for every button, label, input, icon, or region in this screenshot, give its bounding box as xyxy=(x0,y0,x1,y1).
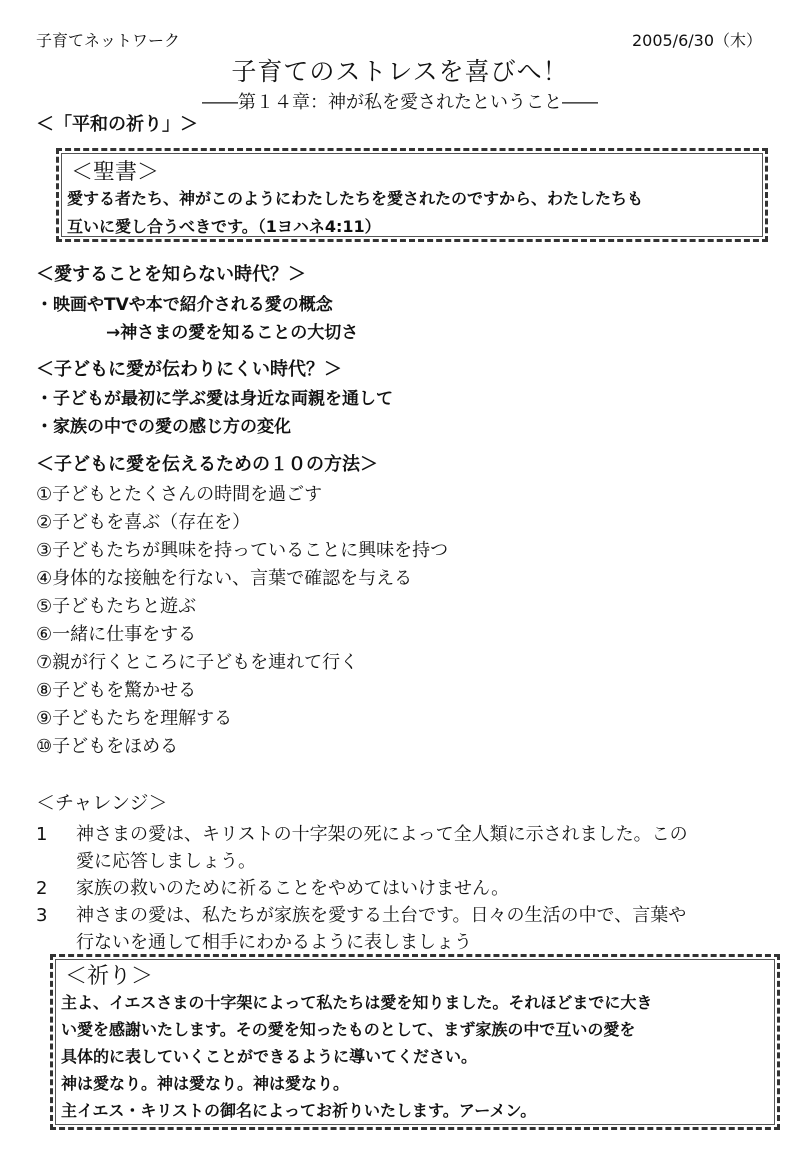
heiwa-heading: ＜「平和の祈り」＞ xyxy=(36,114,198,135)
bible-line-2: 互いに愛し合うべきです。（1ヨハネ4:11） xyxy=(67,217,381,236)
organization-name: 子育てネットワーク xyxy=(36,31,181,50)
method-item: ⑥一緒に仕事をする xyxy=(36,624,197,645)
page-subtitle: ――第１４章：神が私を愛されたということ―― xyxy=(202,92,598,113)
section3-heading: ＜子どもに愛を伝えるための１０の方法＞ xyxy=(36,454,378,475)
prayer-line-4: 神は愛なり。神は愛なり。神は愛なり。 xyxy=(61,1074,350,1093)
challenge-text-cont: 行ないを通して相手にわかるように表しましょう xyxy=(76,932,472,953)
challenge-number: 2 xyxy=(36,878,48,899)
method-item: ⑧子どもを驚かせる xyxy=(36,680,197,701)
method-item: ④身体的な接触を行ない、言葉で確認を与える xyxy=(36,568,413,589)
method-item: ⑤子どもたちと遊ぶ xyxy=(36,596,197,617)
challenge-number: 1 xyxy=(36,824,48,845)
prayer-line-3: 具体的に表していくことができるように導いてください。 xyxy=(61,1047,478,1066)
prayer-line-1: 主よ、イエスさまの十字架によって私たちは愛を知りました。それほどまでに大き xyxy=(61,993,653,1012)
method-item: ⑩子どもをほめる xyxy=(36,736,179,757)
challenge-item-1 xyxy=(36,820,688,846)
bible-box xyxy=(56,148,768,242)
prayer-box xyxy=(50,954,780,1130)
prayer-heading: ＜祈り＞ xyxy=(65,964,154,989)
challenge-text: 神さまの愛は、私たちが家族を愛する土台です。日々の生活の中で、言葉や xyxy=(76,905,687,926)
bible-heading: ＜聖書＞ xyxy=(71,160,160,185)
challenge-heading: ＜チャレンジ＞ xyxy=(36,792,168,814)
challenge-text: 家族の救いのために祈ることをやめてはいけません。 xyxy=(76,878,510,899)
section1-heading: ＜愛することを知らない時代？＞ xyxy=(36,264,306,285)
section2-heading: ＜子どもに愛が伝わりにくい時代？＞ xyxy=(36,359,342,380)
section1-line-1: ・映画やTVや本で紹介される愛の概念 xyxy=(36,295,333,315)
page-title: 子育てのストレスを喜びへ！ xyxy=(231,57,569,86)
challenge-text: 神さまの愛は、キリストの十字架の死によって全人類に示されました。この xyxy=(76,824,688,845)
document-date: 2005/6/30（木） xyxy=(631,31,762,50)
section2-line-2: ・家族の中での愛の感じ方の変化 xyxy=(36,417,291,437)
challenge-text-cont: 愛に応答しましょう。 xyxy=(76,851,256,872)
section2-line-1: ・子どもが最初に学ぶ愛は身近な両親を通して xyxy=(36,389,393,409)
method-item: ①子どもとたくさんの時間を過ごす xyxy=(36,484,323,505)
prayer-line-2: い愛を感謝いたします。その愛を知ったものとして、まず家族の中で互いの愛を xyxy=(61,1020,636,1039)
section1-line-2: →神さまの愛を知ることの大切さ xyxy=(106,323,359,343)
method-item: ②子どもを喜ぶ（存在を） xyxy=(36,512,251,533)
prayer-line-5: 主イエス・キリストの御名によってお祈りいたします。アーメン。 xyxy=(61,1101,537,1120)
challenge-number: 3 xyxy=(36,905,48,926)
method-item: ⑦親が行くところに子どもを連れて行く xyxy=(36,652,359,673)
method-item: ⑨子どもたちを理解する xyxy=(36,708,233,729)
challenge-item-2 xyxy=(36,874,509,900)
challenge-item-3 xyxy=(36,901,686,927)
bible-line-1: 愛する者たち、神がこのようにわたしたちを愛されたのですから、わたしたちも xyxy=(67,189,644,208)
method-item: ③子どもたちが興味を持っていることに興味を持つ xyxy=(36,540,449,561)
